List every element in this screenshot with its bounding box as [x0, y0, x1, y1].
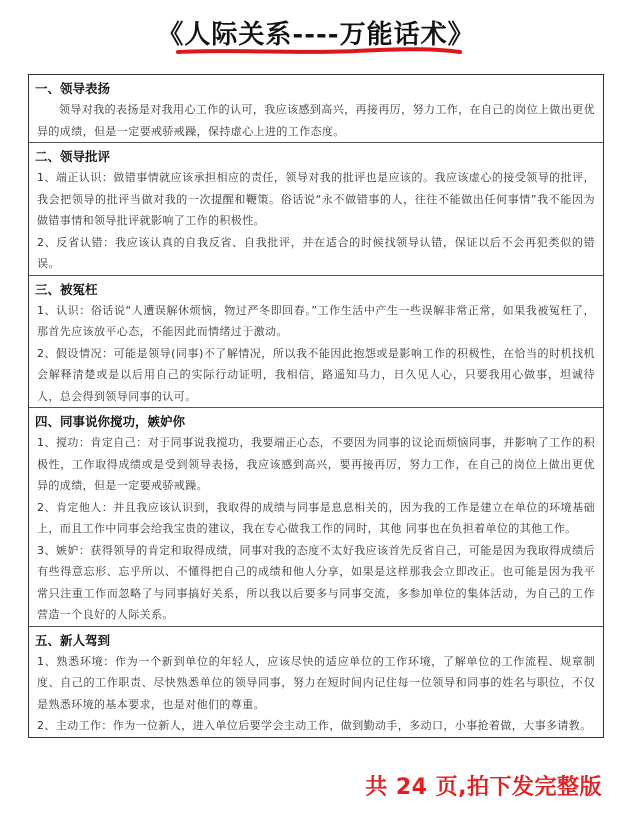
section-paragraph: 2、主动工作：作为一位新人，进入单位后要学会主动工作，做到勤动手，多动口，小事抢着做，大事多请教。: [37, 719, 592, 732]
promo-banner: 共 24 页,拍下发完整版: [363, 770, 604, 801]
section-paragraph: 3、嫉妒：获得领导的肯定和取得成绩，同事对我的态度不太好我应该首先反省自己，可能是因为我取得成绩后有些得意忘形、忘乎所以、不懂得把自己的成绩和他人分享，如果是这样那我会立即改正。也可能是因为我平常只注重工作而忽略了与同事搞好关系，所以我以后要多与同事交流，多参加单位的集体活动，为自己的工作营造一个良好的人际关系。: [37, 543, 595, 621]
section-wronged: [29, 275, 603, 408]
section-paragraph: 1、端正认识：做错事情就应该承担相应的责任，领导对我的批评也是应该的。我应该虚心的接受领导的批评，我会把领导的批评当做对我的一次提醒和鞭策。俗话说“永不做错事的人，往往不能做出任何事情”我不能因为做错事情和领导批评就影响了工作的积极性。: [37, 171, 595, 227]
section-heading: 五、新人驾到: [35, 632, 111, 648]
section-paragraph: 1、熟悉环境：作为一个新到单位的年轻人，应该尽快的适应单位的工作环境，了解单位的工作流程、规章制度、自己的工作职责、尽快熟悉单位的领导同事，努力在短时间内记住每一位领导和同事的姓名与职位，不仅是熟悉环境的基本要求，也是对他们的尊重。: [37, 654, 595, 711]
section-paragraph: 1、认识：俗话说“人遭误解休烦恼，物过严冬即回春。”工作生活中产生一些误解非常正常，如果我被冤枉了，那首先应该放平心态，不能因此而情绪过于激动。: [37, 303, 595, 338]
section-paragraph: 2、肯定他人：并且我应该认识到，我取得的成绩与同事是息息相关的，因为我的工作是建立在单位的环境基础上，而且工作中同事会给我宝贵的建议，我在专心做我工作的同时，其他 同事也在负担着单位的其他工作。: [37, 500, 595, 535]
section-leader-praise: [29, 75, 603, 142]
section-leader-criticism: [29, 142, 603, 275]
section-paragraph: 1、搅功：肯定自己：对于同事说我搅功，我要端正心态，不要因为同事的议论而烦恼同事，并影响了工作的积极性，工作取得成绩或是受到领导表扬，我应该感到高兴，要再接再厉，努力工作，在自己的岗位上做出更优异的成绩，但是一定要戒骄戒躁。: [37, 436, 595, 492]
section-paragraph: 领导对我的表扬是对我用心工作的认可，我应该感到高兴，再接再厉，努力工作，在自己的岗位上做出更优异的成绩，但是一定要戒骄戒躁，保持虚心上进的工作态度。: [37, 103, 595, 138]
document-title: 《人际关系----万能话术》: [157, 20, 475, 50]
section-newcomer: [29, 626, 603, 737]
section-paragraph: 2、假设情况：可能是领导(同事)不了解情况，所以我不能因此抱怨或是影响工作的积极性，在恰当的时机找机会解释清楚或是以后用自己的实际行动证明，我相信，路遥知马力，日久见人心，只要我用心做事，坦诚待人，总会得到领导同事的认可。: [37, 346, 595, 403]
content-table: [28, 74, 604, 738]
title-underline: [176, 46, 462, 56]
section-heading: 一、领导表扬: [35, 81, 111, 96]
section-heading: 四、同事说你搅功，嫉妒你: [35, 414, 186, 429]
section-colleague-envy: [29, 407, 603, 626]
section-paragraph: 2、反省认错：我应该认真的自我反省、自我批评，并在适合的时候找领导认错，保证以后不会再犯类似的错误。: [37, 235, 595, 270]
section-heading: 二、领导批评: [35, 149, 111, 164]
section-heading: 三、被冤枉: [35, 281, 98, 297]
